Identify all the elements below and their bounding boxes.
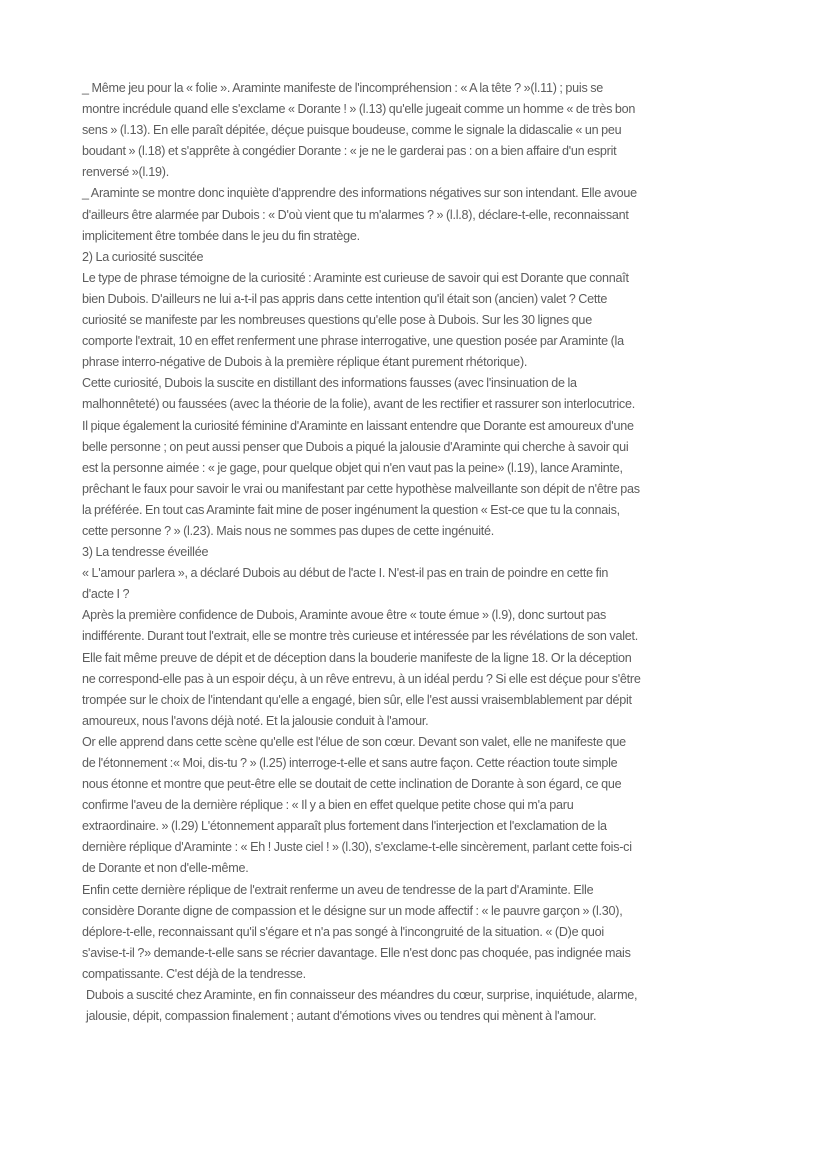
document-body bbox=[82, 78, 642, 1027]
paragraph-aveu-tendresse: Enfin cette dernière réplique de l'extrait renferme un aveu de tendresse de la part d'Araminte. Elle considère Dorante digne de compassion et le désigne sur un mode affectif : « le pauvre garçon » (l.30), déplore-t-elle, reconnaissant qu'il s'égare et n'a pas songé à l'incongruité de la situation. « (D)e quoi s'avise-t-il ?» demande-t-elle sans se récrier davantage. Elle n'est donc pas choquée, pas indignée mais compatissante. C'est déjà de la tendresse. bbox=[82, 882, 631, 981]
paragraph-conclusion: Dubois a suscité chez Araminte, en fin connaisseur des méandres du cœur, surprise, inquiétude, alarme, jalousie, dépit, compassion finalement ; autant d'émotions vives ou tendres qui mènent à l'amour. bbox=[86, 988, 638, 1024]
paragraph-folie: _ Même jeu pour la « folie ». Araminte manifeste de l'incompréhension : « A la tête ? »(l.11) ; puis se montre incrédule quand elle s'exclame « Dorante ! » (l.13) qu'elle jugeait comme un homme « de très bon sens » (l.13). En elle paraît dépitée, déçue puisque boudeuse, comme le signale la didascalie « un peu boudant » (l.18) et s'apprête à congédier Dorante : « je ne le garderai pas : on a bien affaire d'un esprit renversé »(l.19). bbox=[82, 81, 636, 180]
paragraph-amour-parlera: « L'amour parlera », a déclaré Dubois au début de l'acte I. N'est-il pas en train de poindre en cette fin d'acte I ? bbox=[82, 566, 609, 602]
section-heading-tendresse: 3) La tendresse éveillée bbox=[82, 545, 209, 560]
paragraph-inquietude: _ Araminte se montre donc inquiète d'apprendre des informations négatives sur son intendant. Elle avoue d'ailleurs être alarmée par Dubois : « D'où vient que tu m'alarmes ? » (l.l.8), déclare-t-elle, reconnaissant implicitement être tombée dans le jeu du fin stratège. bbox=[82, 186, 637, 243]
section-heading-curiosite: 2) La curiosité suscitée bbox=[82, 249, 204, 264]
paragraph-curiosite-suscitee: Cette curiosité, Dubois la suscite en distillant des informations fausses (avec l'insinuation de la malhonnêteté) ou faussées (avec la théorie de la folie), avant de les rectifier et rassurer son interlocutrice. bbox=[82, 376, 635, 412]
paragraph-jalousie: Il pique également la curiosité féminine d'Araminte en laissant entendre que Dorante est amoureux d'une belle personne ; on peut aussi penser que Dubois a piqué la jalousie d'Araminte qui cherche à savoir qui est la personne aimée : « je gage, pour quelque objet qui n'en vaut pas la peine» (l.19), lance Araminte, prêchant le faux pour savoir le vrai ou manifestant par cette hypothèse malveillante son dépit de n'être pas la préférée. En tout cas Araminte fait mine de poser ingénument la question « Est-ce que tu la connais, cette personne ? » (l.23). Mais nous ne sommes pas dupes de cette ingénuité. bbox=[82, 418, 640, 538]
paragraph-type-phrase: Le type de phrase témoigne de la curiosité : Araminte est curieuse de savoir qui est Dorante que connaît bien Dubois. D'ailleurs ne lui a-t-il pas appris dans cette intention qu'il était son (ancien) valet ? Cette curiosité se manifeste par les nombreuses questions qu'elle pose à Dubois. Sur les 30 lignes que comporte l'extrait, 10 en effet renferment une phrase interrogative, une question posée par Araminte (la phrase interro-négative de Dubois à la première réplique étant purement rhétorique). bbox=[82, 270, 629, 370]
paragraph-etonnement: Or elle apprend dans cette scène qu'elle est l'élue de son cœur. Devant son valet, elle ne manifeste que de l'étonnement :« Moi, dis-tu ? » (l.25) interroge-t-elle et sans autre façon. Cette réaction toute simple nous étonne et montre que peut-être elle se doutait de cette inclination de Dorante à son égard, ce que confirme l'aveu de la dernière réplique : « Il y a bien en effet quelque petite chose qui m'a paru extraordinaire. » (l.29) L'étonnement apparaît plus fortement dans l'interjection et l'exclamation de la dernière réplique d'Araminte : « Eh ! Juste ciel ! » (l.30), s'exclame-t-elle sincèrement, parlant cette fois-ci de Dorante et non d'elle-même. bbox=[82, 734, 632, 876]
paragraph-premiere-confidence: Après la première confidence de Dubois, Araminte avoue être « toute émue » (l.9), donc surtout pas indifférente. Durant tout l'extrait, elle se montre très curieuse et intéressée par les révélations de son valet. Elle fait même preuve de dépit et de déception dans la bouderie manifeste de la ligne 18. Or la déception ne correspond-elle pas à un espoir déçu, à un rêve entrevu, à un idéal perdu ? Si elle est déçue pour s'être trompée sur le choix de l'intendant qu'elle a engagé, bien sûr, elle l'est aussi vraisemblablement par dépit amoureux, nous l'avons déjà noté. Et la jalousie conduit à l'amour. bbox=[82, 608, 641, 728]
